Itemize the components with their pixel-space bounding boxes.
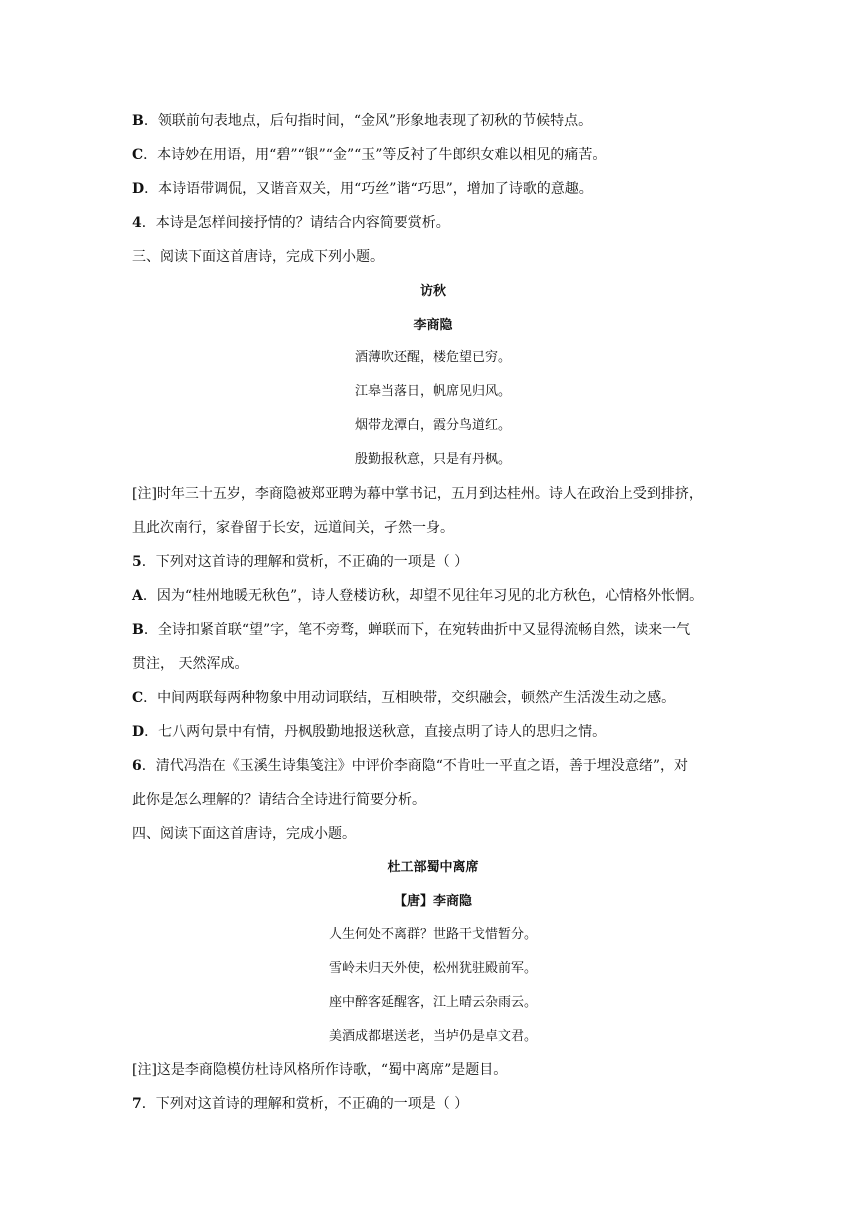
q3-option-d [132,179,734,199]
option-letter: C [132,690,144,706]
poem-1-line: 酒薄吹还醒，楼危望已穷。 [354,350,511,365]
poem-2-line: 美酒成都堪送老，当垆仍是卓文君。 [328,1029,537,1044]
poem-1-line: 江皋当落日，帆席见归风。 [354,384,511,399]
question-text: ．清代冯浩在《玉溪生诗集笺注》中评价李商隐“不肯吐一平直之语，善于埋没意绪”，对 [141,758,689,774]
q5-option-d [132,722,734,742]
section-3-heading: 三、阅读下面这首唐诗，完成下列小题。 [132,249,384,265]
poem-1-note: [注]时年三十五岁，李商隐被郑亚聘为幕中掌书记，五月到达桂州。诗人在政治上受到排挤， [132,486,703,502]
option-text: ．全诗扣紧首联“望”字，笔不旁骛，蝉联而下，在宛转曲折中又显得流畅自然，读来一气 [143,622,691,638]
question-6 [132,756,734,776]
option-letter: D [132,181,145,197]
option-letter: B [132,113,144,129]
question-7 [132,1094,734,1114]
option-text: ．因为“桂州地暖无秋色”，诗人登楼访秋，却望不见往年习见的北方秋色，心情格外怅惘。 [142,588,704,604]
poem-1-line: 殷勤报秋意，只是有丹枫。 [354,452,511,467]
poem-1-author: 李商隐 [413,318,453,333]
option-text: ．领联前句表地点，后句指时间，“金风”形象地表现了初秋的节候特点。 [143,113,593,129]
option-text: ．七八两句景中有情，丹枫殷勤地报送秋意，直接点明了诗人的思归之情。 [144,724,607,740]
option-text: ．本诗语带调侃，又谐音双关，用“巧丝”谐“巧思”，增加了诗歌的意趣。 [144,181,593,197]
poem-1-line: 烟带龙潭白，霞分鸟道红。 [354,418,511,433]
question-text: ．下列对这首诗的理解和赏析，不正确的一项是（ ） [141,1096,469,1112]
q5-option-b-continued: 贯注， 天然浑成。 [132,656,249,672]
poem-1-note-continued: 且此次南行，家眷留于长安，远道间关，孑然一身。 [132,520,454,536]
question-number: 7 [132,1096,142,1112]
option-letter: B [132,622,144,638]
poem-1-title: 访秋 [419,284,446,299]
section-4-heading: 四、阅读下面这首唐诗，完成小题。 [132,826,356,842]
option-letter: A [132,588,143,604]
q3-option-c [132,145,734,165]
q5-option-b [132,620,734,640]
option-letter: C [132,147,144,163]
poem-2-author: 【唐】李商隐 [393,894,472,909]
q5-option-a [132,586,734,606]
question-number: 5 [132,554,142,570]
question-text: ．本诗是怎样间接抒情的？请结合内容简要赏析。 [141,215,450,231]
q3-option-b [132,111,734,131]
poem-2-line: 雪岭未归天外使，松州犹驻殿前军。 [328,961,537,976]
question-6-continued: 此你是怎么理解的？请结合全诗进行简要分析。 [132,792,426,808]
poem-2-note: [注]这是李商隐模仿杜诗风格所作诗歌，“蜀中离席”是题目。 [132,1062,508,1078]
question-5 [132,552,734,572]
poem-2-line: 座中醉客延醒客，江上晴云杂雨云。 [328,995,537,1010]
option-text: ．本诗妙在用语，用“碧”“银”“金”“玉”等反衬了牛郎织女难以相见的痛苦。 [143,147,607,163]
option-letter: D [132,724,145,740]
poem-2-title: 杜工部蜀中离席 [387,860,479,875]
question-number: 4 [132,215,142,231]
poem-2-line: 人生何处不离群？世路干戈惜暂分。 [328,927,537,942]
question-4 [132,213,734,233]
question-number: 6 [132,758,142,774]
question-text: ．下列对这首诗的理解和赏析，不正确的一项是（ ） [141,554,469,570]
q5-option-c [132,688,734,708]
option-text: ．中间两联每两种物象中用动词联结，互相映带，交织融会，顿然产生活泼生动之感。 [143,690,676,706]
